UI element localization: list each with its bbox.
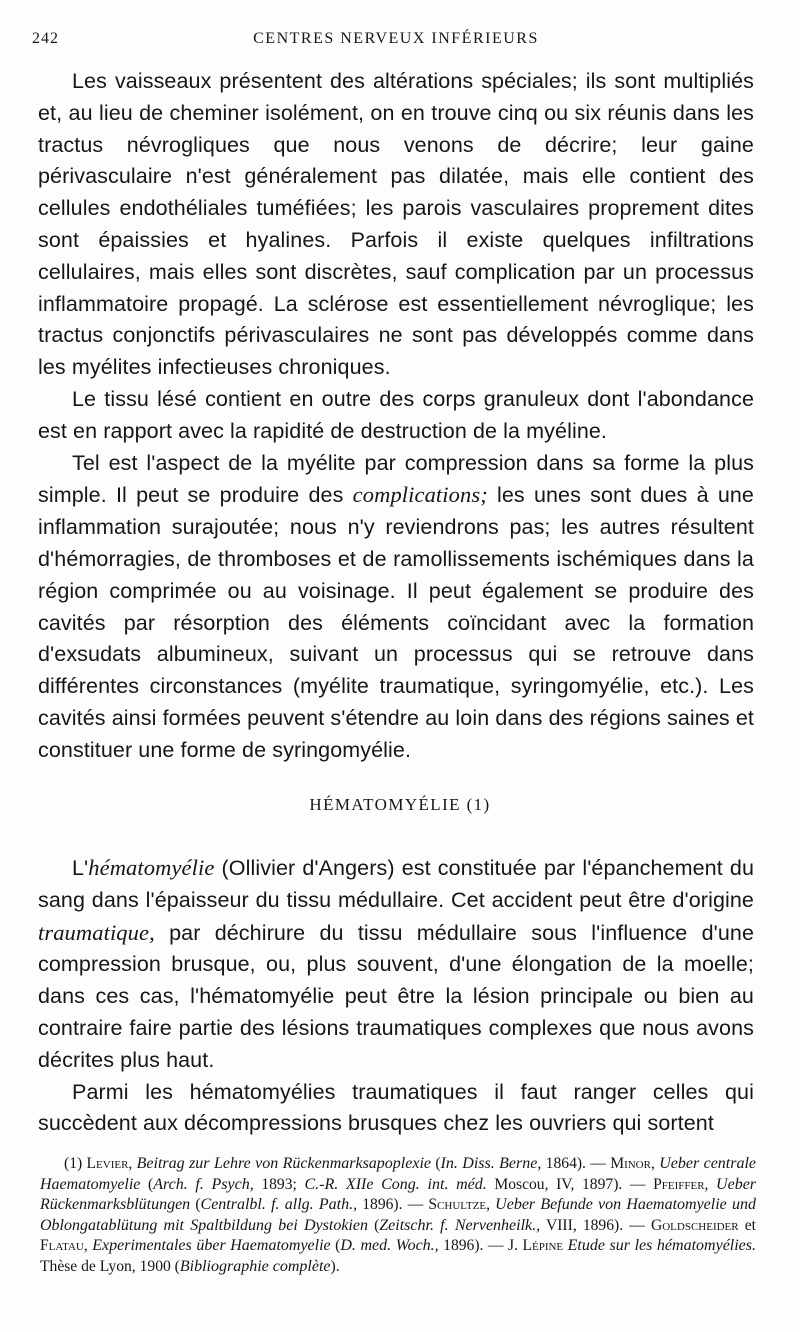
- text-run: Lépine: [522, 1237, 564, 1254]
- text-run: VIII, 1896). —: [540, 1216, 651, 1234]
- footnotes: [40, 1154, 756, 1277]
- text-run: Goldscheider: [650, 1216, 739, 1234]
- text-run: hématomyélie: [88, 855, 215, 880]
- text-run: 1864). —: [541, 1155, 611, 1172]
- text-run: Flatau,: [40, 1237, 88, 1254]
- text-run: (: [367, 1216, 380, 1234]
- text-run: (: [190, 1196, 201, 1213]
- text-run: Thèse de Lyon, 1900 (: [40, 1257, 180, 1275]
- text-run: Ueber Rückenmarksblütungen: [40, 1175, 757, 1213]
- page-number: 242: [32, 30, 59, 47]
- paragraph: [38, 448, 754, 767]
- text-run: In. Diss. Berne,: [440, 1155, 542, 1172]
- text-run: Minor,: [610, 1155, 655, 1172]
- text-run: 1893;: [253, 1175, 305, 1193]
- text-run: Pfeiffer,: [653, 1175, 709, 1193]
- body-text-after-heading: [38, 852, 754, 1140]
- text-run: Zeitschr. f. Nervenheilk.,: [379, 1216, 541, 1234]
- running-head: [32, 30, 760, 54]
- text-run: 1896). —: [357, 1196, 429, 1213]
- text-run: Ueber centrale Haematomyelie: [40, 1155, 757, 1193]
- text-run: complications;: [352, 482, 488, 508]
- text-run: les unes sont dues à une inflammation surajoutée; nous n'y reviendrons pas; les autres résultent d'hémorragies, de thromboses et de ramollissements ischémiques dans la région comprimée ou au voisinage. Il peut également se produire des cavités par résorption des éléments coïncidant avec la formation d'exsudats albumineux, suivant un processus qui se retrouve dans différentes circonstances (myélite traumatique, syringomyélie, etc.). Les cavités ainsi formées peuvent s'étendre au loin dans des régions saines et constituer une forme de syringomyélie.: [38, 483, 754, 762]
- text-run: 1896). — J.: [438, 1237, 523, 1254]
- text-run: ).: [330, 1257, 340, 1275]
- text-run: (: [330, 1237, 341, 1254]
- text-run: Arch. f. Psych,: [153, 1175, 254, 1193]
- section-heading: HÉMATOMYÉLIE (1): [309, 795, 491, 814]
- paragraph: [38, 1077, 754, 1141]
- text-run: Experimentales über Haematomyelie: [92, 1237, 331, 1254]
- header-title: CENTRES NERVEUX INFÉRIEURS: [253, 30, 539, 47]
- text-run: Tel est l'aspect de la myélite par compression dans sa forme la plus simple. Il peut se produire des: [38, 450, 754, 508]
- text-run: (: [431, 1155, 441, 1172]
- text-run: et: [738, 1216, 756, 1234]
- text-run: Le tissu lésé contient en outre des corps granuleux dont l'abondance est en rapport avec la rapidité de destruction de la myéline.: [38, 386, 754, 443]
- text-run: Schultze,: [428, 1196, 491, 1213]
- paragraph: [38, 66, 754, 384]
- text-run: traumatique,: [38, 919, 155, 945]
- text-run: (1): [64, 1155, 87, 1172]
- text-run: L': [72, 856, 89, 880]
- text-run: par déchirure du tissu médullaire sous l'influence d'une compression brusque, ou, plus souvent, d'une élongation de la moelle; dans ces cas, l'hématomyélie peut être la lésion principale ou bien au contraire faire partie des lésions traumatiques complexes que nous avons décrites plus haut.: [38, 920, 754, 1072]
- text-run: [708, 1176, 716, 1193]
- paragraph: [38, 852, 754, 1077]
- text-run: (: [140, 1175, 154, 1193]
- body-text-before-heading: [38, 66, 754, 767]
- text-run: Centralbl. f. allg. Path.,: [200, 1196, 358, 1213]
- text-run: Beitrag zur Lehre von Rückenmarksapoplexie: [136, 1155, 432, 1172]
- text-run: Etude sur les hématomyélies.: [567, 1237, 757, 1254]
- text-run: Levier,: [86, 1155, 133, 1172]
- text-run: Parmi les hématomyélies traumatiques il faut ranger celles qui succèdent aux décompressions brusques chez les ouvriers qui sortent: [38, 1079, 754, 1136]
- text-run: Ueber Befunde von Haematomyelie und Oblongatablütung mit Spaltbildung bei Dystokien: [40, 1196, 757, 1234]
- text-run: C.-R. XIIe Cong. int. méd.: [304, 1175, 487, 1193]
- text-run: Bibliographie complète: [179, 1257, 331, 1275]
- text-run: Moscou, IV, 1897). —: [486, 1175, 654, 1193]
- text-run: (Ollivier d'Angers) est constituée par l'épanchement du sang dans l'épaisseur du tissu médullaire. Cet accident peut être d'origine: [38, 856, 754, 912]
- paragraph: [38, 384, 754, 448]
- footnote: [40, 1154, 756, 1277]
- text-run: Les vaisseaux présentent des altérations spéciales; ils sont multipliés et, au lieu de cheminer isolément, on en trouve cinq ou six réunis dans les tractus névrogliques que nous venons de décrire; leur gaine périvasculaire n'est généralement pas dilatée, mais elle contient des cellules endothéliales tuméfiées; les parois vasculaires proprement dites sont épaissies et hyalines. Parfois il existe quelques infiltrations cellulaires, mais elles sont discrètes, sauf complication par un processus inflammatoire propagé. La sclérose est essentiellement névroglique; les tractus conjonctifs périvasculaires ne sont pas développés comme dans les myélites infectieuses chroniques.: [38, 69, 754, 380]
- text-run: D. med. Woch.,: [340, 1237, 439, 1254]
